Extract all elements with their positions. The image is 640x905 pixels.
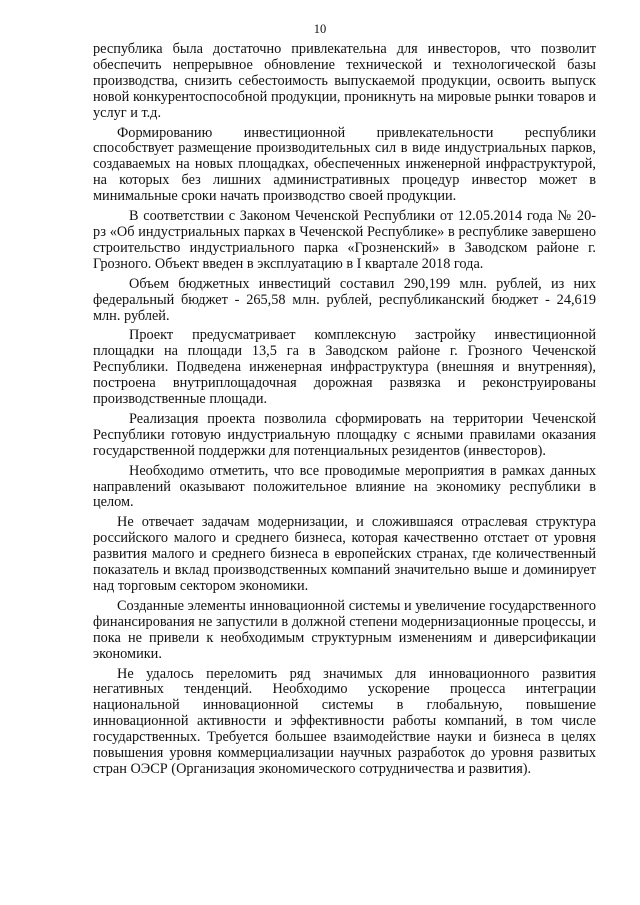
- paragraph-10: Не удалось переломить ряд значимых для инновационного развития негативных тенденций. Необходимо ускорение процесса интеграции национальной инновационной системы в глобальную, повышение инновационной активности и эффективности работы компаний, в том числе государственных. Требуется большее взаимодействие науки и бизнеса в целях повышения уровня коммерциализации научных разработок до уровня развитых стран ОЭСР (Организация экономического сотрудничества и развития).: [93, 665, 596, 777]
- paragraph-2: Формированию инвестиционной привлекательности республики способствует размещение производительных сил в виде индустриальных парков, создаваемых на новых площадках, обеспеченных инженерной инфраструктурой, на которых без лишних административных процедур инвестор может в минимальные сроки начать производство своей продукции.: [93, 124, 596, 205]
- paragraph-4: Объем бюджетных инвестиций составил 290,199 млн. рублей, из них федеральный бюджет - 265,58 млн. рублей, республиканский бюджет - 24,619 млн. рублей.: [93, 275, 596, 324]
- paragraph-7: Необходимо отметить, что все проводимые мероприятия в рамках данных направлений оказывают положительное влияние на экономику республики в целом.: [93, 462, 596, 511]
- paragraph-8: Не отвечает задачам модернизации, и сложившаяся отраслевая структура российского малого и среднего бизнеса, которая качественно отстает от уровня развития малого и среднего бизнеса в европейских странах, где количественный показатель и вклад производственных компаний значительно выше и доминирует над торговым сектором экономики.: [93, 514, 596, 594]
- paragraph-1: республика была достаточно привлекательна для инвесторов, что позволит обеспечить непрерывное обновление технической и технологической базы производства, снизить себестоимость выпускаемой продукции, освоить выпуск новой конкурентоспособной продукции, проникнуть на мировые рынки товаров и услуг и т.д.: [93, 41, 596, 121]
- paragraph-3: В соответствии с Законом Чеченской Республики от 12.05.2014 года № 20-рз «Об индустриальных парках в Чеченской Республике» в республике завершено строительство индустриального парка «Грозненский» в Заводском районе г. Грозного. Объект введен в эксплуатацию в I квартале 2018 года.: [93, 208, 596, 272]
- paragraph-6: Реализация проекта позволила сформировать на территории Чеченской Республики готовую индустриальную площадку с ясными правилами оказания государственной поддержки для потенциальных резидентов (инвесторов).: [93, 410, 596, 459]
- document-body: [93, 42, 596, 782]
- paragraph-5: Проект предусматривает комплексную застройку инвестиционной площадки на площади 13,5 га в Заводском районе г. Грозного Чеченской Республики. Подведена инженерная инфраструктура (внешняя и внутренняя), построена внутриплощадочная дорожная развязка и реконструированы производственные площади.: [93, 327, 596, 408]
- page-number: 10: [313, 22, 327, 36]
- paragraph-9: Созданные элементы инновационной системы и увеличение государственного финансирования не запустили в должной степени модернизационные процессы, и пока не привели к необходимым структурным изменениям и диверсификации экономики.: [93, 597, 596, 662]
